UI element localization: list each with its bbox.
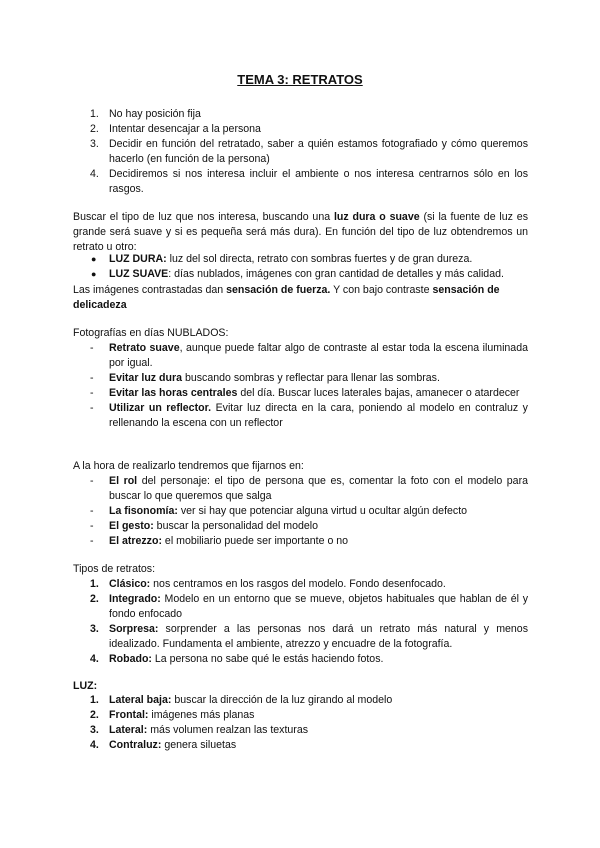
list-item: 1. Clásico: nos centramos en los rasgos del modelo. Fondo desenfocado.	[90, 578, 446, 590]
contrast-paragraph: Las imágenes contrastadas dan sensación de fuerza. Y con bajo contraste sensación de delicadeza	[73, 284, 500, 311]
list-item: - El rol del personaje: el tipo de persona que es, comentar la foto con el modelo para buscar lo que queremos que salga	[90, 475, 528, 502]
page-title: TEMA 3: RETRATOS	[237, 72, 363, 87]
tipos-list	[73, 577, 528, 667]
list-item: 4. Robado: La persona no sabe qué le estás haciendo fotos.	[90, 653, 384, 665]
list-item: ● LUZ SUAVE: días nublados, imágenes con gran cantidad de detalles y más calidad.	[91, 268, 504, 280]
list-item: 2. Frontal: imágenes más planas	[90, 709, 255, 721]
tipos-heading: Tipos de retratos:	[73, 563, 156, 575]
list-item: 4. Contraluz: genera siluetas	[90, 739, 237, 751]
list-item: - Utilizar un reflector. Evitar luz directa en la cara, poniendo al modelo en contraluz y rellenando la escena con un reflector	[90, 402, 528, 429]
luz-bullets	[73, 252, 528, 282]
list-item: - Evitar luz dura buscando sombras y reflectar para llenar las sombras.	[90, 372, 440, 384]
luz-heading: LUZ:	[73, 680, 98, 692]
list-item: 3. Sorpresa: sorprender a las personas nos dará un retrato más natural y menos idealizado. Fundamenta el ambiente, atrezzo y encuadre de la fotografía.	[90, 623, 528, 650]
list-item: 3. Lateral: más volumen realzan las texturas	[90, 724, 309, 736]
nublados-heading: Fotografías en días NUBLADOS:	[73, 327, 229, 339]
list-item: ● LUZ DURA: luz del sol directa, retrato con sombras fuertes y de gran dureza.	[91, 253, 473, 265]
fijarnos-heading: A la hora de realizarlo tendremos que fijarnos en:	[73, 460, 304, 472]
list-item: - El atrezzo: el mobiliario puede ser importante o no	[90, 535, 349, 547]
list-item: - El gesto: buscar la personalidad del modelo	[90, 520, 319, 532]
list-item: - Retrato suave, aunque puede faltar algo de contraste al estar toda la escena iluminada por igual.	[90, 342, 528, 369]
luz-paragraph: Buscar el tipo de luz que nos interesa, buscando una luz dura o suave (si la fuente de luz es grande será suave y si es pequeña será más dura). En función del tipo de luz obtendremos un retrato u otro:	[73, 211, 528, 253]
list-item: - La fisonomía: ver si hay que potenciar alguna virtud u ocultar algún defecto	[90, 505, 468, 517]
luz-list	[73, 693, 528, 753]
fijarnos-list	[73, 474, 528, 549]
list-item: - Evitar las horas centrales del día. Buscar luces laterales bajas, amanecer o atardecer	[90, 387, 520, 399]
list-item: 1. No hay posición fija	[90, 108, 201, 120]
list-item: 2. Integrado: Modelo en un entorno que se mueve, objetos habituales que hablan de él y fondo enfocado	[90, 593, 528, 620]
intro-list	[73, 107, 528, 197]
list-item: 4. Decidiremos si nos interesa incluir el ambiente o nos interesa centrarnos sólo en los rasgos.	[90, 168, 528, 195]
list-item: 2. Intentar desencajar a la persona	[90, 123, 261, 135]
list-item: 3. Decidir en función del retratado, saber a quién estamos fotografiado y cómo queremos hacerlo (en función de la persona)	[90, 138, 528, 165]
list-item: 1. Lateral baja: buscar la dirección de la luz girando al modelo	[90, 694, 393, 706]
nublados-list	[73, 341, 528, 431]
